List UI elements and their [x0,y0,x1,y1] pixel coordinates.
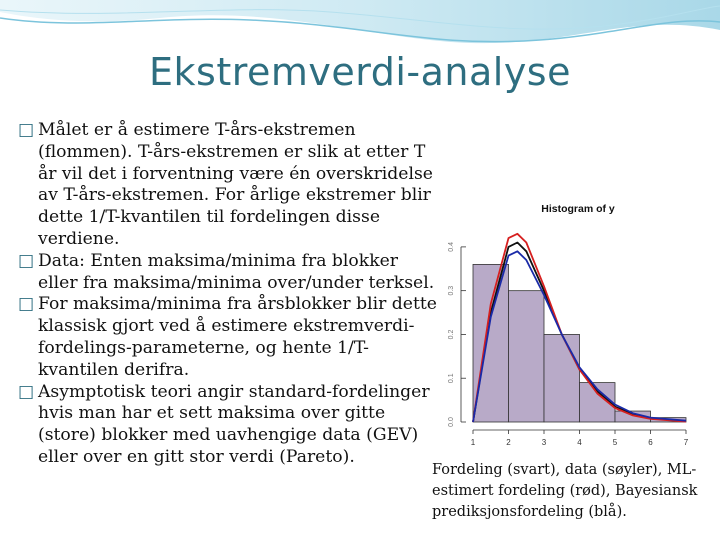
y-tick-label: 0.2 [448,329,455,340]
x-tick-label: 6 [648,438,653,447]
histogram-bar [509,291,545,422]
chart-title: Histogram of y [541,203,615,215]
bullet-text: For maksima/minima fra årsblokker blir dette klassisk gjort ved å estimere ekstremverdi-fordelings-parameterne, og hente 1/T-kvantilen derifra. [38,294,437,380]
histogram-bar [473,264,509,422]
bullet-text: Asymptotisk teori angir standard-fordelinger hvis man har et sett maksima over gitte (store) blokker med uavhengige data (GEV) eller over en gitt stor verdi (Pareto). [38,381,430,467]
x-tick-label: 4 [577,438,582,447]
x-tick-label: 3 [541,438,547,447]
y-tick-label: 0.1 [448,373,455,384]
bullet-item [18,294,438,381]
x-tick-label: 5 [612,438,618,447]
bullet-marker-icon: □ [18,381,35,402]
y-tick-label: 0.3 [448,285,455,296]
bullet-marker-icon: □ [18,294,35,315]
bullet-list [18,120,438,469]
histogram-chart [428,190,708,455]
bullet-item [18,382,438,469]
bullet-item [18,251,438,295]
y-tick-label: 0.0 [448,417,455,427]
x-tick-label: 1 [470,438,476,447]
y-tick-label: 0.4 [448,242,455,252]
bullet-marker-icon: □ [18,120,35,140]
slide-title: Ekstremverdi-analyse [149,50,571,94]
bullet-marker-icon: □ [18,250,35,271]
chart-caption: Fordeling (svart), data (søyler), ML-estimert fordeling (rød), Bayesiansk prediksjonsfordeling (blå). [432,462,698,520]
x-tick-label: 2 [506,438,511,447]
bullet-text: Målet er å estimere T-års-ekstremen (flommen). T-års-ekstremen er slik at etter T år vil det i forventning være én overskridelse av T-års-ekstremen. For årlige ekstremer blir dette 1/T-kvantilen til fordelingen disse verdiene. [38,120,433,249]
x-tick-label: 7 [683,438,689,447]
bullet-item [18,120,438,251]
bullet-text: Data: Enten maksima/minima fra blokker eller fra maksima/minima over/under terksel. [38,250,435,293]
histogram-bar [544,334,580,422]
